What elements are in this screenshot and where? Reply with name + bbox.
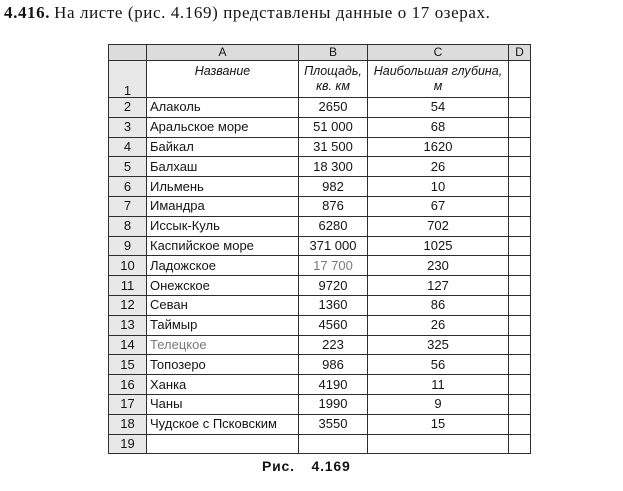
lake-depth-cell: 26 <box>368 157 509 177</box>
lake-depth-cell: 325 <box>368 335 509 355</box>
lake-name-cell: Алаколь <box>147 98 299 118</box>
row-number-cell: 8 <box>109 216 147 236</box>
lake-depth-cell: 9 <box>368 394 509 414</box>
lake-depth-cell <box>368 434 509 454</box>
column-d-cell <box>509 98 531 118</box>
lake-name-cell: Ладожское <box>147 256 299 276</box>
lake-depth-cell: 67 <box>368 196 509 216</box>
row-number-cell: 6 <box>109 177 147 197</box>
area-header-line2: кв. км <box>316 79 350 93</box>
lake-area-cell: 31 500 <box>299 137 368 157</box>
column-d-cell <box>509 137 531 157</box>
column-d-cell <box>509 157 531 177</box>
lake-name-cell: Чаны <box>147 394 299 414</box>
column-d-cell <box>509 61 531 98</box>
row-number-cell: 19 <box>109 434 147 454</box>
row-number-cell: 14 <box>109 335 147 355</box>
name-header-cell <box>147 61 299 98</box>
depth-header-cell <box>368 61 509 98</box>
figure-caption: Рис. 4.169 <box>262 458 351 474</box>
lake-name-cell: Топозеро <box>147 355 299 375</box>
table-row <box>109 375 531 395</box>
row-number-cell: 1 <box>109 61 147 98</box>
lake-area-cell: 982 <box>299 177 368 197</box>
lake-depth-cell: 10 <box>368 177 509 197</box>
table-row <box>109 177 531 197</box>
table-row <box>109 355 531 375</box>
lake-area-cell: 1360 <box>299 295 368 315</box>
row-number-cell: 17 <box>109 394 147 414</box>
column-d-cell <box>509 414 531 434</box>
row-number-cell: 3 <box>109 117 147 137</box>
table-row <box>109 394 531 414</box>
table-row <box>109 276 531 296</box>
lake-area-cell: 2650 <box>299 98 368 118</box>
row-number-cell: 10 <box>109 256 147 276</box>
column-header-row <box>109 45 531 61</box>
lake-area-cell: 9720 <box>299 276 368 296</box>
lake-area-cell: 876 <box>299 196 368 216</box>
row-number-cell: 11 <box>109 276 147 296</box>
table-row <box>109 236 531 256</box>
name-header: Название <box>194 64 251 78</box>
lake-depth-cell: 56 <box>368 355 509 375</box>
row-number-cell: 16 <box>109 375 147 395</box>
lake-area-cell: 986 <box>299 355 368 375</box>
column-d-cell <box>509 216 531 236</box>
column-d-cell <box>509 276 531 296</box>
lake-area-cell: 371 000 <box>299 236 368 256</box>
lake-area-cell: 223 <box>299 335 368 355</box>
row-number-cell: 12 <box>109 295 147 315</box>
lake-name-cell: Ханка <box>147 375 299 395</box>
spreadsheet <box>108 44 531 454</box>
table-row <box>109 315 531 335</box>
lake-depth-cell: 230 <box>368 256 509 276</box>
lake-name-cell: Онежское <box>147 276 299 296</box>
lake-depth-cell: 1025 <box>368 236 509 256</box>
row-number-cell: 18 <box>109 414 147 434</box>
lake-name-cell: Таймыр <box>147 315 299 335</box>
lake-area-cell: 51 000 <box>299 117 368 137</box>
row-number-cell: 2 <box>109 98 147 118</box>
lake-area-cell: 3550 <box>299 414 368 434</box>
lake-depth-cell: 15 <box>368 414 509 434</box>
table-row <box>109 335 531 355</box>
row-number-cell: 9 <box>109 236 147 256</box>
column-header-a: A <box>147 45 299 61</box>
table-row <box>109 137 531 157</box>
table-row <box>109 256 531 276</box>
depth-header-line1: Наибольшая глубина, <box>373 64 503 78</box>
column-header-d: D <box>509 45 531 61</box>
lake-depth-cell: 26 <box>368 315 509 335</box>
table-row <box>109 196 531 216</box>
lake-name-cell: Ильмень <box>147 177 299 197</box>
lake-name-cell: Чудское с Псковским <box>147 414 299 434</box>
lake-name-cell: Аральское море <box>147 117 299 137</box>
row-number-cell: 13 <box>109 315 147 335</box>
lake-depth-cell: 54 <box>368 98 509 118</box>
column-d-cell <box>509 375 531 395</box>
lake-name-cell: Каспийское море <box>147 236 299 256</box>
column-d-cell <box>509 177 531 197</box>
table-row <box>109 98 531 118</box>
column-d-cell <box>509 355 531 375</box>
area-header-cell <box>299 61 368 98</box>
lake-name-cell <box>147 434 299 454</box>
lake-depth-cell: 1620 <box>368 137 509 157</box>
table-row <box>109 414 531 434</box>
row-number-cell: 7 <box>109 196 147 216</box>
task-text: На листе (рис. 4.169) представлены данные о 17 озерах. <box>54 3 491 22</box>
column-d-cell <box>509 394 531 414</box>
column-d-cell <box>509 236 531 256</box>
lake-name-cell: Телецкое <box>147 335 299 355</box>
row-number-cell: 15 <box>109 355 147 375</box>
lake-area-cell: 6280 <box>299 216 368 236</box>
table-row <box>109 117 531 137</box>
lake-name-cell: Балхаш <box>147 157 299 177</box>
column-d-cell <box>509 256 531 276</box>
column-d-cell <box>509 315 531 335</box>
lake-area-cell: 1990 <box>299 394 368 414</box>
area-header-line1: Площадь, <box>304 64 362 78</box>
column-header-b: B <box>299 45 368 61</box>
lake-area-cell <box>299 434 368 454</box>
task-number: 4.416. <box>4 3 51 22</box>
task-statement <box>4 3 490 23</box>
table-row <box>109 434 531 454</box>
corner-cell <box>109 45 147 61</box>
lake-area-cell: 18 300 <box>299 157 368 177</box>
column-d-cell <box>509 196 531 216</box>
depth-header-line2: м <box>433 79 443 93</box>
column-d-cell <box>509 335 531 355</box>
lake-depth-cell: 702 <box>368 216 509 236</box>
lake-area-cell: 4560 <box>299 315 368 335</box>
lake-depth-cell: 68 <box>368 117 509 137</box>
column-d-cell <box>509 295 531 315</box>
table-header-row <box>109 61 531 98</box>
table-row <box>109 216 531 236</box>
table-row <box>109 157 531 177</box>
lake-depth-cell: 11 <box>368 375 509 395</box>
column-d-cell <box>509 117 531 137</box>
row-number-cell: 5 <box>109 157 147 177</box>
lake-area-cell: 17 700 <box>299 256 368 276</box>
column-d-cell <box>509 434 531 454</box>
column-header-c: C <box>368 45 509 61</box>
lake-depth-cell: 127 <box>368 276 509 296</box>
lake-name-cell: Иссык-Куль <box>147 216 299 236</box>
row-number-cell: 4 <box>109 137 147 157</box>
lake-depth-cell: 86 <box>368 295 509 315</box>
lake-name-cell: Имандра <box>147 196 299 216</box>
table-row <box>109 295 531 315</box>
lake-name-cell: Байкал <box>147 137 299 157</box>
lake-name-cell: Севан <box>147 295 299 315</box>
lake-area-cell: 4190 <box>299 375 368 395</box>
